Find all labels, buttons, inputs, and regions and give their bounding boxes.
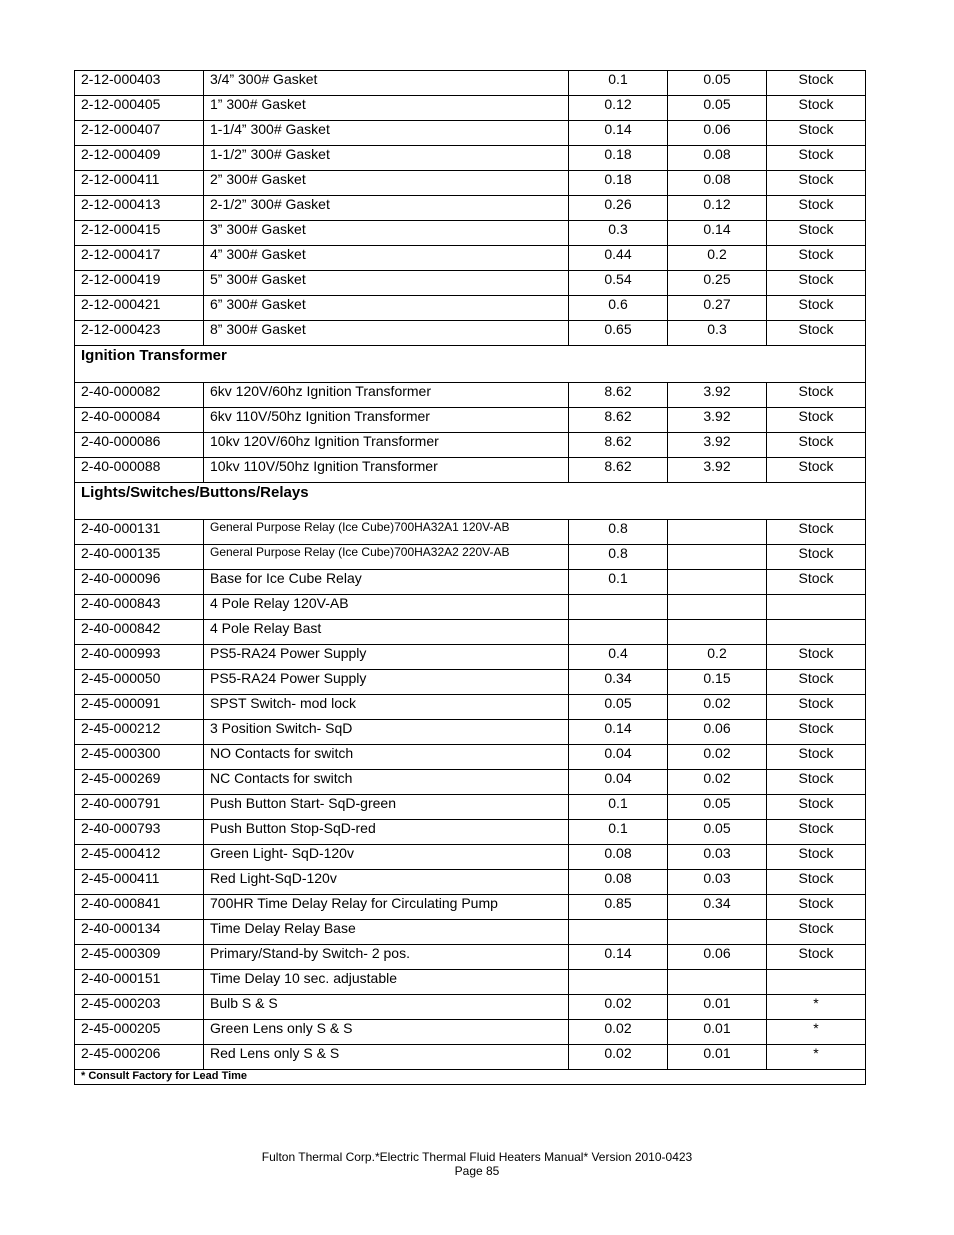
- part-description: Push Button Stop-SqD-red: [204, 820, 569, 845]
- stock-status: Stock: [767, 71, 866, 96]
- part-description: 1-1/2” 300# Gasket: [204, 146, 569, 171]
- value-1: 0.8: [569, 545, 668, 570]
- value-1: 0.6: [569, 296, 668, 321]
- table-row: [75, 545, 866, 570]
- table-row: [75, 1020, 866, 1045]
- value-2: 0.01: [668, 1020, 767, 1045]
- part-number: 2-45-000411: [75, 870, 204, 895]
- part-number: 2-40-000134: [75, 920, 204, 945]
- table-row: [75, 246, 866, 271]
- value-1: 0.02: [569, 1020, 668, 1045]
- value-2: [668, 970, 767, 995]
- value-1: 0.1: [569, 570, 668, 595]
- table-row: [75, 870, 866, 895]
- part-number: 2-40-000793: [75, 820, 204, 845]
- value-1: 0.26: [569, 196, 668, 221]
- part-description: 1” 300# Gasket: [204, 96, 569, 121]
- part-number: 2-12-000409: [75, 146, 204, 171]
- part-number: 2-45-000269: [75, 770, 204, 795]
- value-1: 0.1: [569, 71, 668, 96]
- stock-status: Stock: [767, 545, 866, 570]
- parts-table: [74, 70, 866, 1085]
- part-description: 6kv 120V/60hz Ignition Transformer: [204, 383, 569, 408]
- value-2: 0.25: [668, 271, 767, 296]
- table-row: [75, 895, 866, 920]
- part-description: 3 Position Switch- SqD: [204, 720, 569, 745]
- part-description: General Purpose Relay (Ice Cube)700HA32A2 220V-AB: [204, 545, 569, 570]
- value-1: 0.34: [569, 670, 668, 695]
- table-row: [75, 321, 866, 346]
- value-2: [668, 520, 767, 545]
- value-1: 8.62: [569, 458, 668, 483]
- value-1: 0.14: [569, 720, 668, 745]
- stock-status: Stock: [767, 570, 866, 595]
- page-number: Page 85: [454, 1164, 500, 1178]
- part-description: 1-1/4” 300# Gasket: [204, 121, 569, 146]
- stock-status: Stock: [767, 408, 866, 433]
- table-row: [75, 970, 866, 995]
- part-description: Bulb S & S: [204, 995, 569, 1020]
- table-row: [75, 383, 866, 408]
- stock-status: Stock: [767, 745, 866, 770]
- table-row: [75, 196, 866, 221]
- value-1: 0.14: [569, 945, 668, 970]
- stock-status: Stock: [767, 820, 866, 845]
- value-2: [668, 570, 767, 595]
- stock-status: *: [767, 995, 866, 1020]
- value-1: 0.02: [569, 995, 668, 1020]
- footer-title: Fulton Thermal Corp.*Electric Thermal Fluid Heaters Manual* Version 2010-0423: [261, 1150, 693, 1164]
- value-2: 0.06: [668, 720, 767, 745]
- part-number: 2-12-000417: [75, 246, 204, 271]
- part-description: 4” 300# Gasket: [204, 246, 569, 271]
- part-number: 2-12-000415: [75, 221, 204, 246]
- stock-status: Stock: [767, 271, 866, 296]
- stock-status: Stock: [767, 645, 866, 670]
- table-row: [75, 920, 866, 945]
- part-number: 2-40-000151: [75, 970, 204, 995]
- value-2: 0.15: [668, 670, 767, 695]
- stock-status: Stock: [767, 458, 866, 483]
- table-row: [75, 146, 866, 171]
- value-2: 3.92: [668, 458, 767, 483]
- section-heading: Ignition Transformer: [75, 346, 866, 383]
- stock-status: Stock: [767, 695, 866, 720]
- value-2: [668, 920, 767, 945]
- part-number: 2-45-000203: [75, 995, 204, 1020]
- table-row: [75, 695, 866, 720]
- part-description: Green Light- SqD-120v: [204, 845, 569, 870]
- part-description: 2” 300# Gasket: [204, 171, 569, 196]
- value-1: 0.05: [569, 695, 668, 720]
- value-2: 0.05: [668, 795, 767, 820]
- stock-status: Stock: [767, 845, 866, 870]
- part-number: 2-40-000993: [75, 645, 204, 670]
- value-2: 3.92: [668, 408, 767, 433]
- part-description: PS5-RA24 Power Supply: [204, 670, 569, 695]
- value-1: 8.62: [569, 433, 668, 458]
- table-row: [75, 595, 866, 620]
- part-number: 2-45-000206: [75, 1045, 204, 1070]
- section-heading-row: [75, 346, 866, 383]
- table-row: [75, 271, 866, 296]
- part-number: 2-40-000096: [75, 570, 204, 595]
- table-row: [75, 221, 866, 246]
- stock-status: Stock: [767, 121, 866, 146]
- table-row: [75, 433, 866, 458]
- value-1: 0.14: [569, 121, 668, 146]
- part-number: 2-12-000411: [75, 171, 204, 196]
- part-number: 2-45-000300: [75, 745, 204, 770]
- value-2: 0.34: [668, 895, 767, 920]
- stock-status: Stock: [767, 795, 866, 820]
- section-heading: Lights/Switches/Buttons/Relays: [75, 483, 866, 520]
- part-number: 2-40-000791: [75, 795, 204, 820]
- stock-status: *: [767, 1045, 866, 1070]
- value-2: 0.06: [668, 945, 767, 970]
- part-number: 2-12-000419: [75, 271, 204, 296]
- stock-status: Stock: [767, 146, 866, 171]
- value-1: 0.02: [569, 1045, 668, 1070]
- part-description: 700HR Time Delay Relay for Circulating Pump: [204, 895, 569, 920]
- part-description: NO Contacts for switch: [204, 745, 569, 770]
- value-2: 0.3: [668, 321, 767, 346]
- table-row: [75, 645, 866, 670]
- value-2: 0.05: [668, 71, 767, 96]
- part-description: 4 Pole Relay 120V-AB: [204, 595, 569, 620]
- value-2: [668, 620, 767, 645]
- part-description: Time Delay Relay Base: [204, 920, 569, 945]
- part-description: 10kv 110V/50hz Ignition Transformer: [204, 458, 569, 483]
- part-number: 2-40-000131: [75, 520, 204, 545]
- value-1: [569, 595, 668, 620]
- value-1: 0.65: [569, 321, 668, 346]
- part-number: 2-40-000088: [75, 458, 204, 483]
- part-description: 4 Pole Relay Bast: [204, 620, 569, 645]
- part-description: 2-1/2” 300# Gasket: [204, 196, 569, 221]
- part-description: Base for Ice Cube Relay: [204, 570, 569, 595]
- part-number: 2-12-000421: [75, 296, 204, 321]
- value-2: 0.27: [668, 296, 767, 321]
- value-1: 0.3: [569, 221, 668, 246]
- part-description: Primary/Stand-by Switch- 2 pos.: [204, 945, 569, 970]
- value-2: 0.12: [668, 196, 767, 221]
- value-1: [569, 620, 668, 645]
- value-1: 0.04: [569, 770, 668, 795]
- table-row: [75, 408, 866, 433]
- lead-time-note: * Consult Factory for Lead Time: [75, 1070, 866, 1085]
- table-row: [75, 171, 866, 196]
- table-row: [75, 296, 866, 321]
- table-row: [75, 795, 866, 820]
- part-number: 2-40-000082: [75, 383, 204, 408]
- value-1: 0.12: [569, 96, 668, 121]
- value-2: 0.14: [668, 221, 767, 246]
- stock-status: Stock: [767, 96, 866, 121]
- value-2: 0.03: [668, 870, 767, 895]
- value-1: 0.1: [569, 820, 668, 845]
- value-1: [569, 920, 668, 945]
- part-description: 6” 300# Gasket: [204, 296, 569, 321]
- part-description: General Purpose Relay (Ice Cube)700HA32A1 120V-AB: [204, 520, 569, 545]
- part-description: Push Button Start- SqD-green: [204, 795, 569, 820]
- stock-status: [767, 620, 866, 645]
- value-1: 0.4: [569, 645, 668, 670]
- part-number: 2-40-000084: [75, 408, 204, 433]
- value-2: 0.05: [668, 820, 767, 845]
- value-1: 0.08: [569, 845, 668, 870]
- value-2: 0.2: [668, 246, 767, 271]
- table-row: [75, 520, 866, 545]
- stock-status: Stock: [767, 221, 866, 246]
- value-1: 0.04: [569, 745, 668, 770]
- value-1: [569, 970, 668, 995]
- value-1: 0.54: [569, 271, 668, 296]
- part-description: NC Contacts for switch: [204, 770, 569, 795]
- part-number: 2-40-000086: [75, 433, 204, 458]
- part-description: PS5-RA24 Power Supply: [204, 645, 569, 670]
- stock-status: Stock: [767, 196, 866, 221]
- value-2: 0.02: [668, 745, 767, 770]
- table-row: [75, 670, 866, 695]
- stock-status: *: [767, 1020, 866, 1045]
- value-2: 0.05: [668, 96, 767, 121]
- part-number: 2-12-000403: [75, 71, 204, 96]
- value-1: 0.08: [569, 870, 668, 895]
- table-row: [75, 121, 866, 146]
- table-row: [75, 1045, 866, 1070]
- part-number: 2-45-000091: [75, 695, 204, 720]
- value-1: 0.1: [569, 795, 668, 820]
- table-row: [75, 770, 866, 795]
- value-2: 0.01: [668, 995, 767, 1020]
- part-number: 2-45-000050: [75, 670, 204, 695]
- part-description: Green Lens only S & S: [204, 1020, 569, 1045]
- table-row: [75, 458, 866, 483]
- table-row: [75, 620, 866, 645]
- part-number: 2-40-000842: [75, 620, 204, 645]
- value-2: 3.92: [668, 433, 767, 458]
- part-number: 2-45-000412: [75, 845, 204, 870]
- part-number: 2-12-000405: [75, 96, 204, 121]
- value-1: 8.62: [569, 408, 668, 433]
- part-description: 6kv 110V/50hz Ignition Transformer: [204, 408, 569, 433]
- stock-status: [767, 595, 866, 620]
- stock-status: [767, 970, 866, 995]
- note-row: [75, 1070, 866, 1085]
- table-row: [75, 995, 866, 1020]
- table-row: [75, 820, 866, 845]
- value-1: 0.18: [569, 146, 668, 171]
- table-row: [75, 96, 866, 121]
- part-description: Red Light-SqD-120v: [204, 870, 569, 895]
- table-row: [75, 71, 866, 96]
- part-description: Red Lens only S & S: [204, 1045, 569, 1070]
- stock-status: Stock: [767, 870, 866, 895]
- part-description: 3/4” 300# Gasket: [204, 71, 569, 96]
- value-1: 0.18: [569, 171, 668, 196]
- stock-status: Stock: [767, 945, 866, 970]
- value-1: 8.62: [569, 383, 668, 408]
- table-row: [75, 945, 866, 970]
- part-number: 2-45-000309: [75, 945, 204, 970]
- table-row: [75, 720, 866, 745]
- part-number: 2-45-000212: [75, 720, 204, 745]
- stock-status: Stock: [767, 171, 866, 196]
- value-2: 0.02: [668, 695, 767, 720]
- value-2: 3.92: [668, 383, 767, 408]
- stock-status: Stock: [767, 383, 866, 408]
- table-row: [75, 745, 866, 770]
- part-number: 2-40-000843: [75, 595, 204, 620]
- section-heading-row: [75, 483, 866, 520]
- value-2: 0.06: [668, 121, 767, 146]
- part-description: SPST Switch- mod lock: [204, 695, 569, 720]
- value-1: 0.85: [569, 895, 668, 920]
- value-2: 0.02: [668, 770, 767, 795]
- stock-status: Stock: [767, 433, 866, 458]
- value-1: 0.8: [569, 520, 668, 545]
- stock-status: Stock: [767, 770, 866, 795]
- stock-status: Stock: [767, 296, 866, 321]
- stock-status: Stock: [767, 321, 866, 346]
- value-2: 0.2: [668, 645, 767, 670]
- part-number: 2-40-000841: [75, 895, 204, 920]
- stock-status: Stock: [767, 520, 866, 545]
- table-row: [75, 845, 866, 870]
- part-number: 2-40-000135: [75, 545, 204, 570]
- part-number: 2-12-000407: [75, 121, 204, 146]
- part-description: 3” 300# Gasket: [204, 221, 569, 246]
- part-number: 2-12-000413: [75, 196, 204, 221]
- value-2: [668, 545, 767, 570]
- stock-status: Stock: [767, 246, 866, 271]
- value-1: 0.44: [569, 246, 668, 271]
- part-number: 2-45-000205: [75, 1020, 204, 1045]
- part-description: Time Delay 10 sec. adjustable: [204, 970, 569, 995]
- value-2: 0.03: [668, 845, 767, 870]
- value-2: 0.08: [668, 171, 767, 196]
- part-description: 10kv 120V/60hz Ignition Transformer: [204, 433, 569, 458]
- stock-status: Stock: [767, 895, 866, 920]
- value-2: 0.01: [668, 1045, 767, 1070]
- part-description: 5” 300# Gasket: [204, 271, 569, 296]
- value-2: [668, 595, 767, 620]
- stock-status: Stock: [767, 720, 866, 745]
- stock-status: Stock: [767, 670, 866, 695]
- part-number: 2-12-000423: [75, 321, 204, 346]
- part-description: 8” 300# Gasket: [204, 321, 569, 346]
- value-2: 0.08: [668, 146, 767, 171]
- stock-status: Stock: [767, 920, 866, 945]
- table-row: [75, 570, 866, 595]
